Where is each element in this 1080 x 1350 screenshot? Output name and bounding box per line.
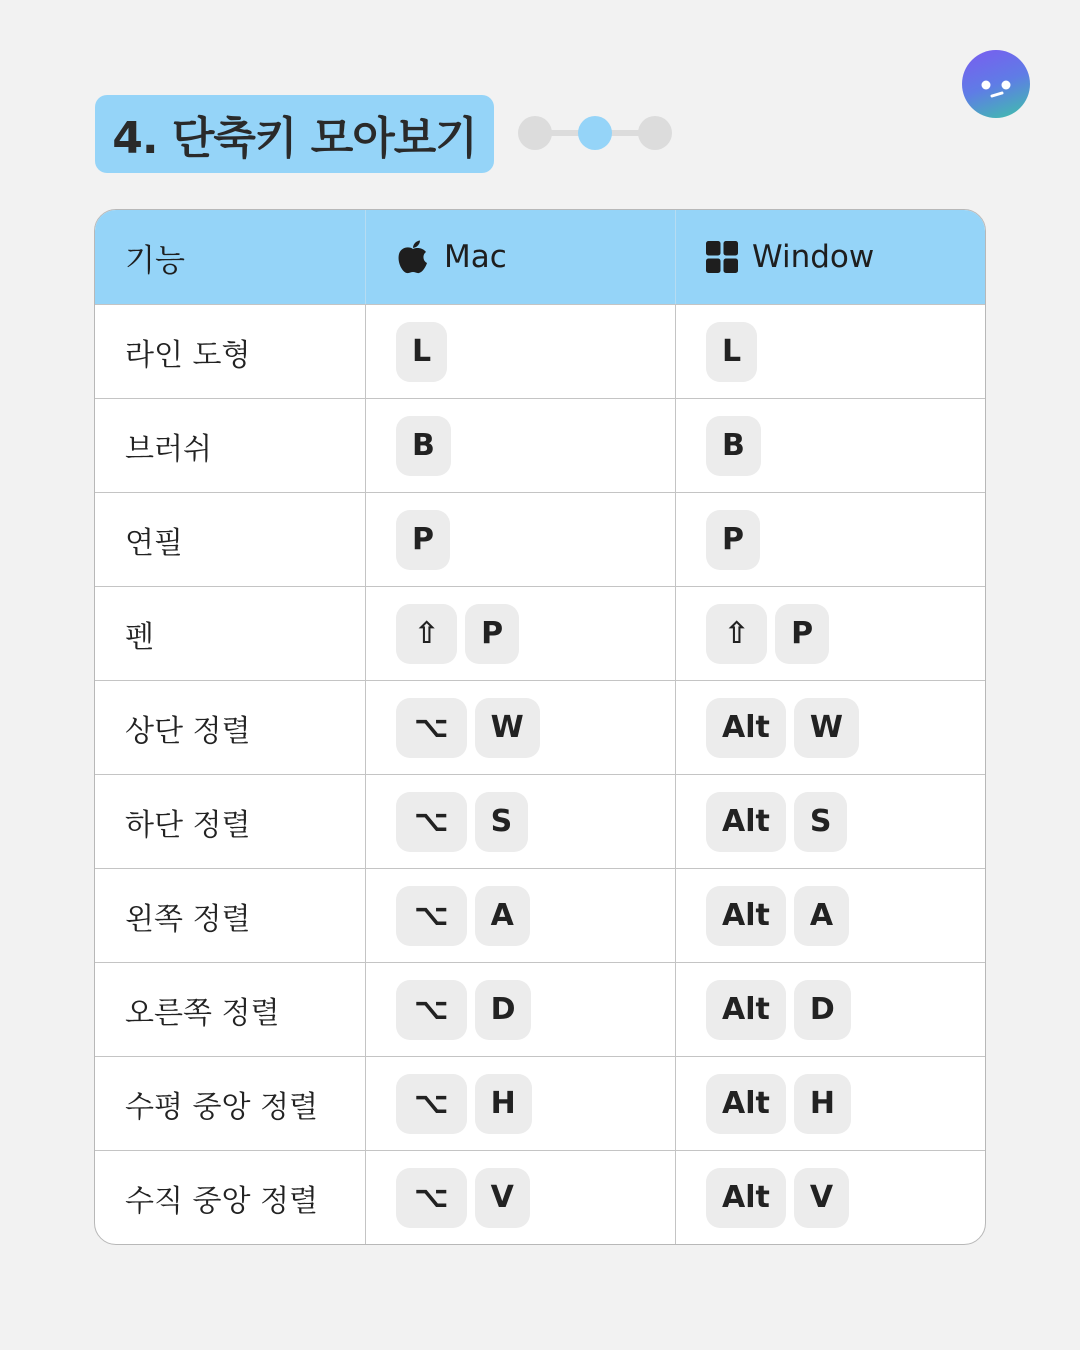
alt-key: Alt xyxy=(706,792,786,852)
key-cap: H xyxy=(475,1074,532,1134)
table-row xyxy=(95,492,985,586)
shift-key-icon: ⇧ xyxy=(706,604,767,664)
key-cap: P xyxy=(465,604,519,664)
option-key-icon: ⌥ xyxy=(396,886,467,946)
function-label: 왼쪽 정렬 xyxy=(125,901,251,937)
step-dot-3 xyxy=(638,116,672,150)
key-cap: L xyxy=(706,322,757,382)
table-header-row xyxy=(95,210,985,304)
window-shortcut xyxy=(706,886,849,946)
step-dot-2-active xyxy=(578,116,612,150)
window-shortcut xyxy=(706,792,847,852)
window-shortcut xyxy=(706,1074,851,1134)
header-mac: Mac xyxy=(444,239,507,275)
alt-key: Alt xyxy=(706,886,786,946)
function-label: 하단 정렬 xyxy=(125,807,251,843)
function-label: 상단 정렬 xyxy=(125,713,251,749)
table-row xyxy=(95,962,985,1056)
mac-shortcut xyxy=(396,1074,532,1134)
windows-icon xyxy=(706,241,738,273)
mac-shortcut xyxy=(396,980,531,1040)
key-cap: S xyxy=(475,792,529,852)
window-shortcut xyxy=(706,1168,849,1228)
title-badge xyxy=(95,95,494,173)
key-cap: P xyxy=(396,510,450,570)
mac-shortcut xyxy=(396,604,519,664)
window-shortcut xyxy=(706,416,761,476)
option-key-icon: ⌥ xyxy=(396,792,467,852)
function-label: 오른쪽 정렬 xyxy=(125,995,280,1031)
alt-key: Alt xyxy=(706,980,786,1040)
key-cap: B xyxy=(396,416,451,476)
page-title: 4. 단축키 모아보기 xyxy=(112,113,477,164)
alt-key: Alt xyxy=(706,698,786,758)
option-key-icon: ⌥ xyxy=(396,1168,467,1228)
table-row xyxy=(95,868,985,962)
key-cap: D xyxy=(475,980,532,1040)
table-row xyxy=(95,774,985,868)
option-key-icon: ⌥ xyxy=(396,980,467,1040)
key-cap: P xyxy=(775,604,829,664)
table-row xyxy=(95,1150,985,1244)
window-shortcut xyxy=(706,604,829,664)
alt-key: Alt xyxy=(706,1074,786,1134)
mac-shortcut xyxy=(396,698,540,758)
mac-shortcut xyxy=(396,322,447,382)
key-cap: L xyxy=(396,322,447,382)
key-cap: P xyxy=(706,510,760,570)
key-cap: B xyxy=(706,416,761,476)
key-cap: W xyxy=(794,698,859,758)
key-cap: W xyxy=(475,698,540,758)
step-indicator xyxy=(518,116,672,150)
shortcut-table xyxy=(94,209,986,1245)
option-key-icon: ⌥ xyxy=(396,1074,467,1134)
mac-shortcut xyxy=(396,886,530,946)
function-label: 브러쉬 xyxy=(125,431,212,467)
key-cap: D xyxy=(794,980,851,1040)
window-shortcut xyxy=(706,510,760,570)
option-key-icon: ⌥ xyxy=(396,698,467,758)
header-function: 기능 xyxy=(125,242,185,279)
mac-shortcut xyxy=(396,416,451,476)
mac-shortcut xyxy=(396,510,450,570)
table-row xyxy=(95,1056,985,1150)
window-shortcut xyxy=(706,698,859,758)
mac-shortcut xyxy=(396,792,528,852)
function-label: 라인 도형 xyxy=(125,337,251,373)
header-window: Window xyxy=(752,239,875,275)
alt-key: Alt xyxy=(706,1168,786,1228)
header-mac-cell xyxy=(366,210,676,304)
header-window-cell xyxy=(676,210,985,304)
table-row xyxy=(95,398,985,492)
shift-key-icon: ⇧ xyxy=(396,604,457,664)
key-cap: V xyxy=(475,1168,530,1228)
table-row xyxy=(95,680,985,774)
face-icon xyxy=(962,50,1030,118)
mac-shortcut xyxy=(396,1168,530,1228)
apple-icon xyxy=(396,239,430,275)
function-label: 수직 중앙 정렬 xyxy=(125,1183,318,1219)
key-cap: V xyxy=(794,1168,849,1228)
key-cap: A xyxy=(475,886,530,946)
window-shortcut xyxy=(706,322,757,382)
header-function-cell xyxy=(95,210,366,304)
table-row xyxy=(95,304,985,398)
key-cap: S xyxy=(794,792,848,852)
function-label: 펜 xyxy=(125,619,154,655)
function-label: 연필 xyxy=(125,525,183,561)
key-cap: H xyxy=(794,1074,851,1134)
avatar xyxy=(962,50,1030,118)
function-label: 수평 중앙 정렬 xyxy=(125,1089,318,1125)
step-dot-1 xyxy=(518,116,552,150)
table-row xyxy=(95,586,985,680)
window-shortcut xyxy=(706,980,851,1040)
key-cap: A xyxy=(794,886,849,946)
